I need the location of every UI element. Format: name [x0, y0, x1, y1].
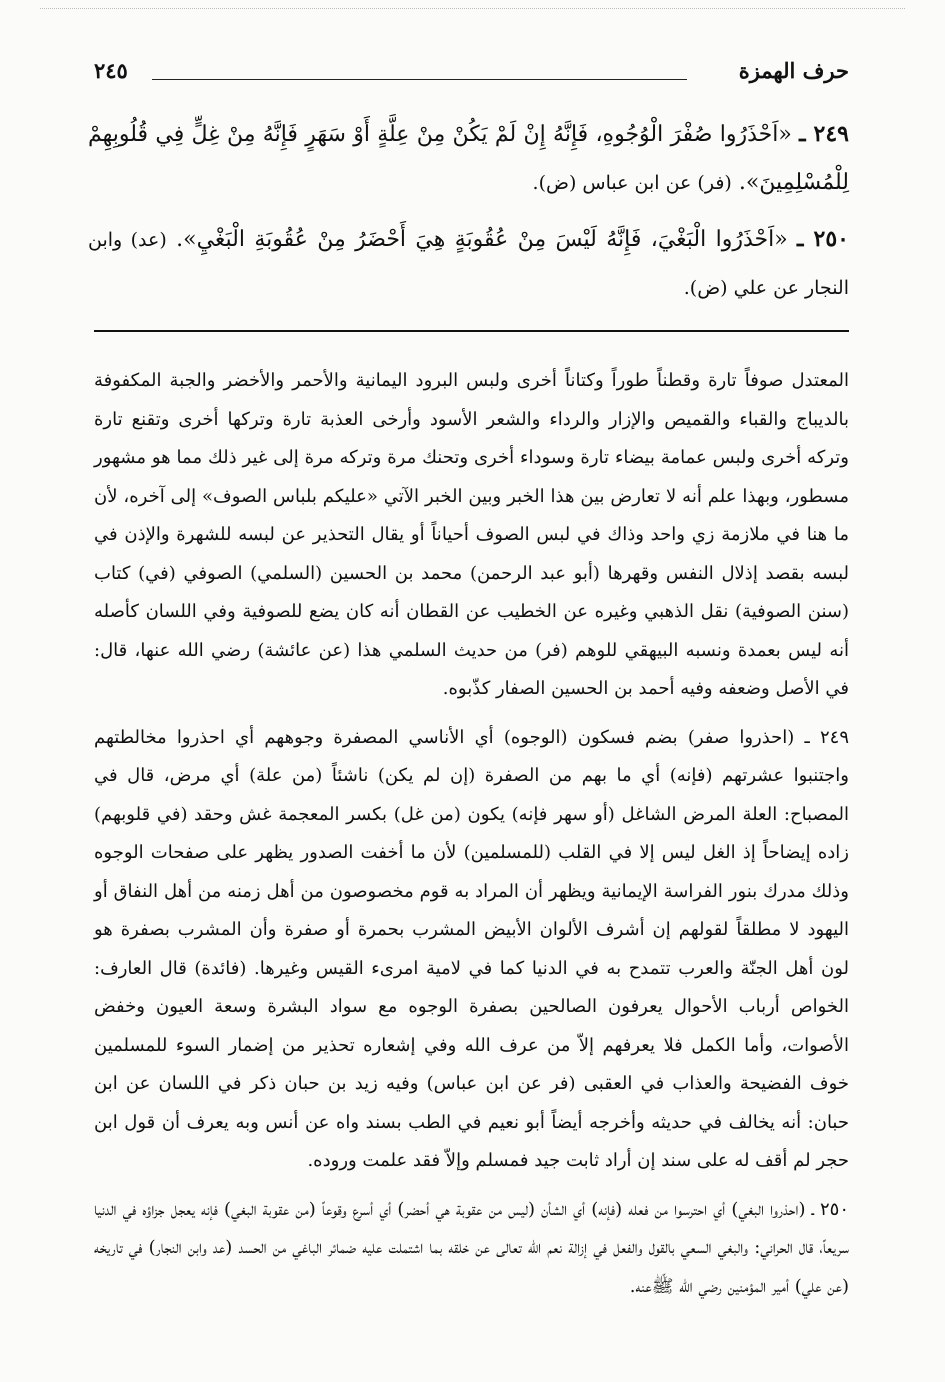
- hadith-text: «اَحْذَرُوا صُفْرَ الْوُجُوهِ، فَإِنَّهُ إِنْ لَمْ يَكُنْ مِنْ عِلَّةٍ أَوْ سَهَرٍ فَإِنَّهُ مِنْ غِلٍّ فِي قُلُوبِهِمْ لِلْمُسْلِمِينَ».: [88, 122, 849, 195]
- chapter-title: حرف الهمزة: [738, 58, 849, 83]
- commentary-249: ٢٤٩ ـ (احذروا صفر) بضم فسكون (الوجوه) أي الأناسي المصفرة وجوههم أي احذروا مخالطتهم واجتنبوا عشرتهم (فإنه) أي ما بهم من الصفرة (إن لم يكن) ناشئاً (من علة) أي مرض، قال في المصباح: العلة المرض الشاغل (أو سهر فإنه) يكون (من غل) بكسر المعجمة غش وحقد (في قلوبهم) زاده إيضاحاً إذ الغل ليس إلا في القلب (للمسلمين) لأن ما أخفت الصدور يظهر على صفحات الوجوه وذلك مدرك بنور الفراسة الإيمانية ويظهر أن المراد به قوم مخصوصون من أهل زمنه من أهل النفاق أو اليهود لا مطلقاً لقولهم إن أشرف الألوان الأبيض المشرب بحمرة أو صفرة وأن المشرب بصفرة هو لون أهل الجنّة والعرب تتمدح به في الدنيا كما في لامية امرىء القيس وغيرها. (فائدة) قال العارف: الخواص أرباب الأحوال يعرفون الصالحين بصفرة الوجوه مع سواد البشرة وسعة العيون وخفض الأصوات، وأما الكمل فلا يعرفهم إلاّ من عرف الله وفي إشعاره تحذير من إضمار السوء للمسلمين خوف الفضيحة والعذاب في العقبى (فر عن ابن عباس) وفيه زيد بن حبان ذكر في اللسان عن ابن حبان: أنه يخالف في حديثه وأخرجه أيضاً أبو نعيم في الطب بسند واه عن أنس وبه يعرف أن قول ابن حجر لم أقف له على سند إن أراد ثابت جيد فمسلم وإلاّ فقد علمت وروده.: [94, 726, 849, 1171]
- hadith-number: ٢٥٠ ـ: [797, 226, 849, 252]
- hadith-source: (فر) عن ابن عباس (ض).: [532, 172, 732, 194]
- page-header: [94, 52, 849, 92]
- section-divider: [94, 330, 849, 332]
- scan-edge-line: [40, 8, 905, 9]
- hadith-texts: [88, 110, 849, 320]
- header-rule: [152, 79, 687, 80]
- hadith-number: ٢٤٩ ـ: [799, 121, 849, 147]
- page-number: ٢٤٥: [94, 58, 128, 83]
- commentary-intro: المعتدل صوفاً تارة وقطناً طوراً وكتاناً أخرى ولبس البرود اليمانية والأحمر والأخضر والجبة المكفوفة بالديباج والقباء والقميص والإزار والرداء والشعر الأسود وأرخى العذبة تارة وتركها أخرى وتقنع تارة وتركه أخرى ولبس عمامة بيضاء تارة وسوداء أخرى وتحنك مرة وتركه مرة إلى غير ذلك مما هو مشهور مسطور، وبهذا علم أنه لا تعارض بين هذا الخبر وبين الخبر الآتي «عليكم بلباس الصوف» إلى آخره، لأن ما هنا في ملازمة زي واحد وذاك في لبس الصوف أحياناً أو يقال التحذير عن لبسه للشهرة والإذن في لبسه بقصد إذلال النفس وقهرها (أبو عبد الرحمن) محمد بن الحسين (السلمي) الصوفي (في) كتاب (سنن الصوفية) نقل الذهبي وغيره عن الخطيب عن القطان أنه كان يضع للصوفية وفي اللسان كأصله أنه ليس بعمدة ونسبه البيهقي للوهم (فر) من حديث السلمي هذا (عن عائشة) رضي الله عنها، قال: في الأصل وضعفه وفيه أحمد بن الحسين الصفار كذّبوه.: [94, 370, 849, 699]
- hadith-250: [88, 215, 849, 312]
- hadith-source: (عد) وابن النجار عن علي (ض).: [88, 229, 849, 299]
- commentary-section: [94, 362, 849, 1316]
- hadith-text: «اَحْذَرُوا الْبَغْيَ، فَإِنَّهُ لَيْسَ مِنْ عُقُوبَةٍ هِيَ أَحْضَرُ مِنْ عُقُوبَةِ الْبَغْيِ».: [176, 227, 788, 252]
- commentary-250: ٢٥٠ ـ (احذروا البغي) أي احترسوا من فعله (فإنه) أي الشأن (ليس من عقوبة هي أحضر) أي أسرع وقوعاً (من عقوبة البغي) فإنه يعجل جزاؤه في الدنيا سريعاً، قال الحراني: والبغي السعي بالقول والفعل في إزالة نعم الله تعالى عن خلقه بما اشتملت عليه ضمائر الباغي من الحسد (عد وابن النجار) في تاريخه (عن علي) أمير المؤمنين رضي الله ﷺعنه.: [94, 1198, 849, 1297]
- hadith-249: [88, 110, 849, 207]
